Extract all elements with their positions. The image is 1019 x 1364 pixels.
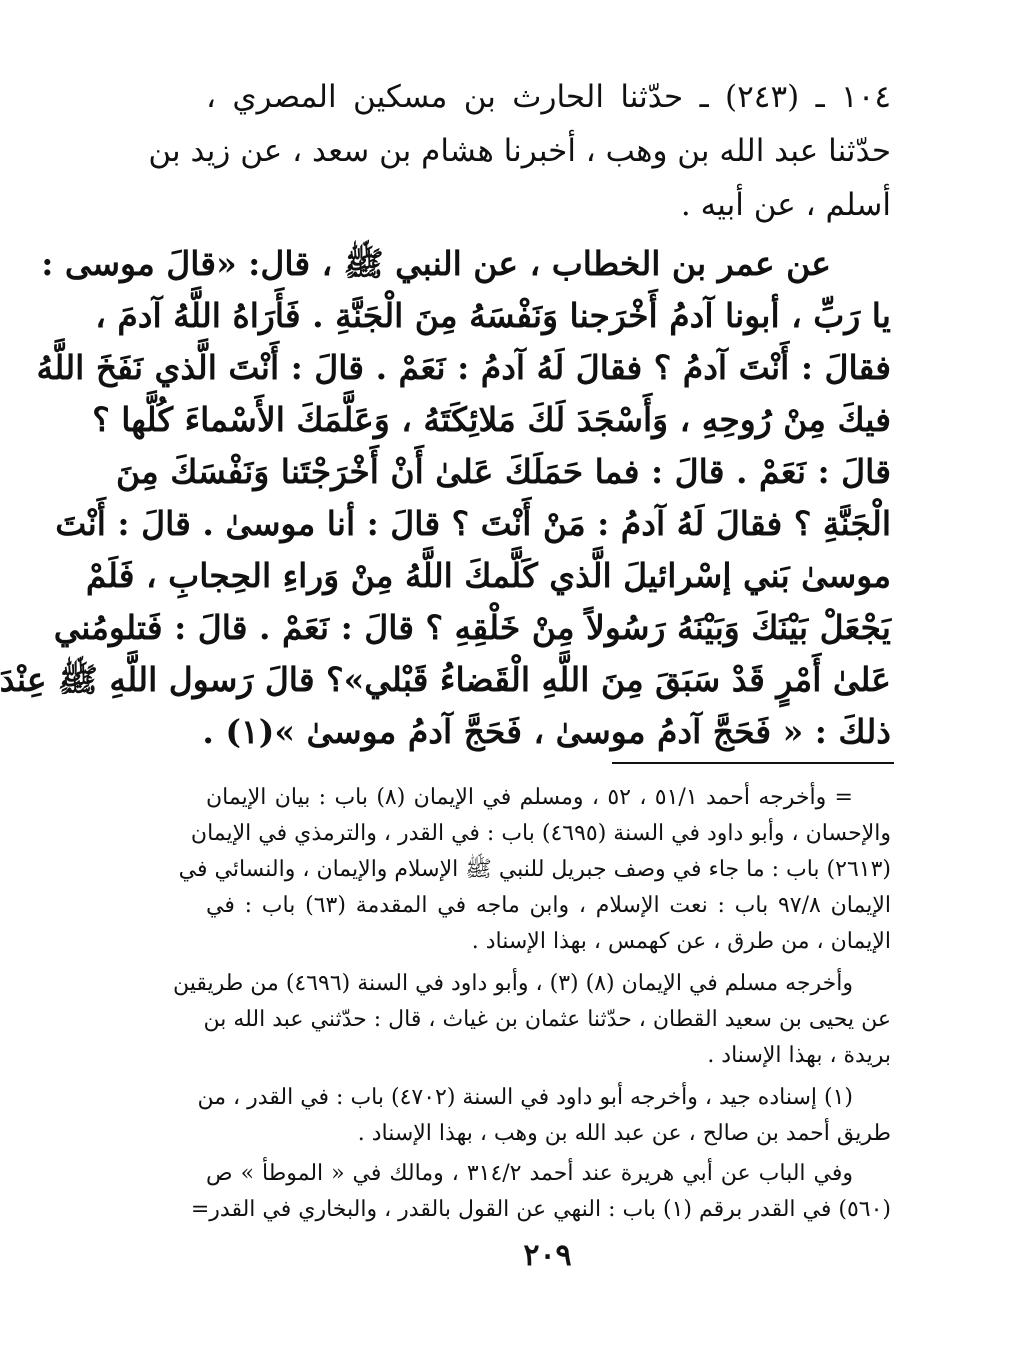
footnote-line-10: طريق أحمد بن صالح ، عن عبد الله بن وهب ، بهذا الإسناد . — [357, 1121, 891, 1146]
footnote-line-9: (١) إسناده جيد ، وأخرجه أبو داود في السنة (٤٧٠٢) باب : في القدر ، من — [197, 1085, 853, 1110]
matn-line-10: ذلكَ : « فَحَجَّ آدمُ موسىٰ ، فَحَجَّ آدمُ موسىٰ »(١) . — [202, 712, 891, 751]
matn-line-4: فيكَ مِنْ رُوحِهِ ، وَأَسْجَدَ لَكَ مَلائِكَتَهُ ، وَعَلَّمَكَ الأَسْماءَ كُلَّها ؟ — [92, 400, 891, 439]
matn-line-9: عَلىٰ أَمْرٍ قَدْ سَبَقَ مِنَ اللَّهِ الْقَضاءُ قَبْلي»؟ قالَ رَسول اللَّهِ ﷺ عِنْدَ — [0, 660, 891, 699]
footnote-line-3: (٢٦١٣) باب : ما جاء في وصف جبريل للنبي ﷺ الإسلام والإيمان ، والنسائي في — [178, 857, 891, 882]
matn-line-3: فقالَ : أَنْتَ آدمُ ؟ فقالَ لَهُ آدمُ : نَعَمْ . قالَ : أَنْتَ الَّذي نَفَخَ اللَّهُ — [36, 348, 891, 387]
matn-line-7: موسىٰ بَني إسْرائيلَ الَّذي كَلَّمكَ اللَّهُ مِنْ وَراءِ الحِجابِ ، فَلَمْ — [85, 556, 891, 595]
footnote-line-12: (٥٦٠) في القدر برقم (١) باب : النهي عن القول بالقدر ، والبخاري في القدر= — [190, 1197, 891, 1222]
isnad-line-2: حدّثنا عبد الله بن وهب ، أخبرنا هشام بن سعد ، عن زيد بن — [148, 133, 891, 169]
footnote-line-8: بريدة ، بهذا الإسناد . — [707, 1043, 891, 1068]
footnote-line-1: = وأخرجه أحمد ٥١/١ ، ٥٢ ، ومسلم في الإيمان (٨) باب : بيان الإيمان — [206, 785, 853, 810]
footnote-line-2: والإحسان ، وأبو داود في السنة (٤٦٩٥) باب : في القدر ، والترمذي في الإيمان — [190, 821, 891, 846]
isnad-line-1: ١٠٤ ـ (٢٤٣) ـ حدّثنا الحارث بن مسكين المصري ، — [206, 79, 891, 115]
footnote-line-7: عن يحيى بن سعيد القطان ، حدّثنا عثمان بن غياث ، قال : حدّثني عبد الله بن — [203, 1007, 891, 1032]
isnad-line-3: أسلم ، عن أبيه . — [680, 187, 891, 223]
footnote-line-11: وفي الباب عن أبي هريرة عند أحمد ٣١٤/٢ ، ومالك في « الموطأ » ص — [206, 1161, 853, 1186]
matn-line-6: الْجَنَّةِ ؟ فقالَ لَهُ آدمُ : مَنْ أَنْتَ ؟ قالَ : أنا موسىٰ . قالَ : أَنْتَ — [55, 504, 891, 543]
footnote-divider — [612, 762, 894, 764]
matn-line-8: يَجْعَلْ بَيْنَكَ وَبَيْنَهُ رَسُولاً مِنْ خَلْقِهِ ؟ قالَ : نَعَمْ . قالَ : فَتلومُني — [53, 608, 891, 647]
footnote-line-4: الإيمان ٩٧/٨ باب : نعت الإسلام ، وابن ماجه في المقدمة (٦٣) باب : في — [206, 893, 891, 918]
matn-line-2: يا رَبِّ ، أبونا آدمُ أَخْرَجنا وَنَفْسَهُ مِنَ الْجَنَّةِ . فَأَرَاهُ اللَّهُ آدمَ ، — [95, 296, 891, 335]
matn-line-1: عن عمر بن الخطاب ، عن النبي ﷺ ، قال: «قالَ موسى : — [41, 244, 831, 283]
page-number: ٢٠٩ — [523, 1238, 572, 1273]
footnote-line-6: وأخرجه مسلم في الإيمان (٨) (٣) ، وأبو داود في السنة (٤٦٩٦) من طريقين — [173, 971, 853, 996]
matn-line-5: قالَ : نَعَمْ . قالَ : فما حَمَلَكَ عَلىٰ أَنْ أَخْرَجْتَنا وَنَفْسَكَ مِنَ — [115, 452, 891, 491]
footnote-line-5: الإيمان ، من طرق ، عن كهمس ، بهذا الإسناد . — [471, 929, 891, 954]
